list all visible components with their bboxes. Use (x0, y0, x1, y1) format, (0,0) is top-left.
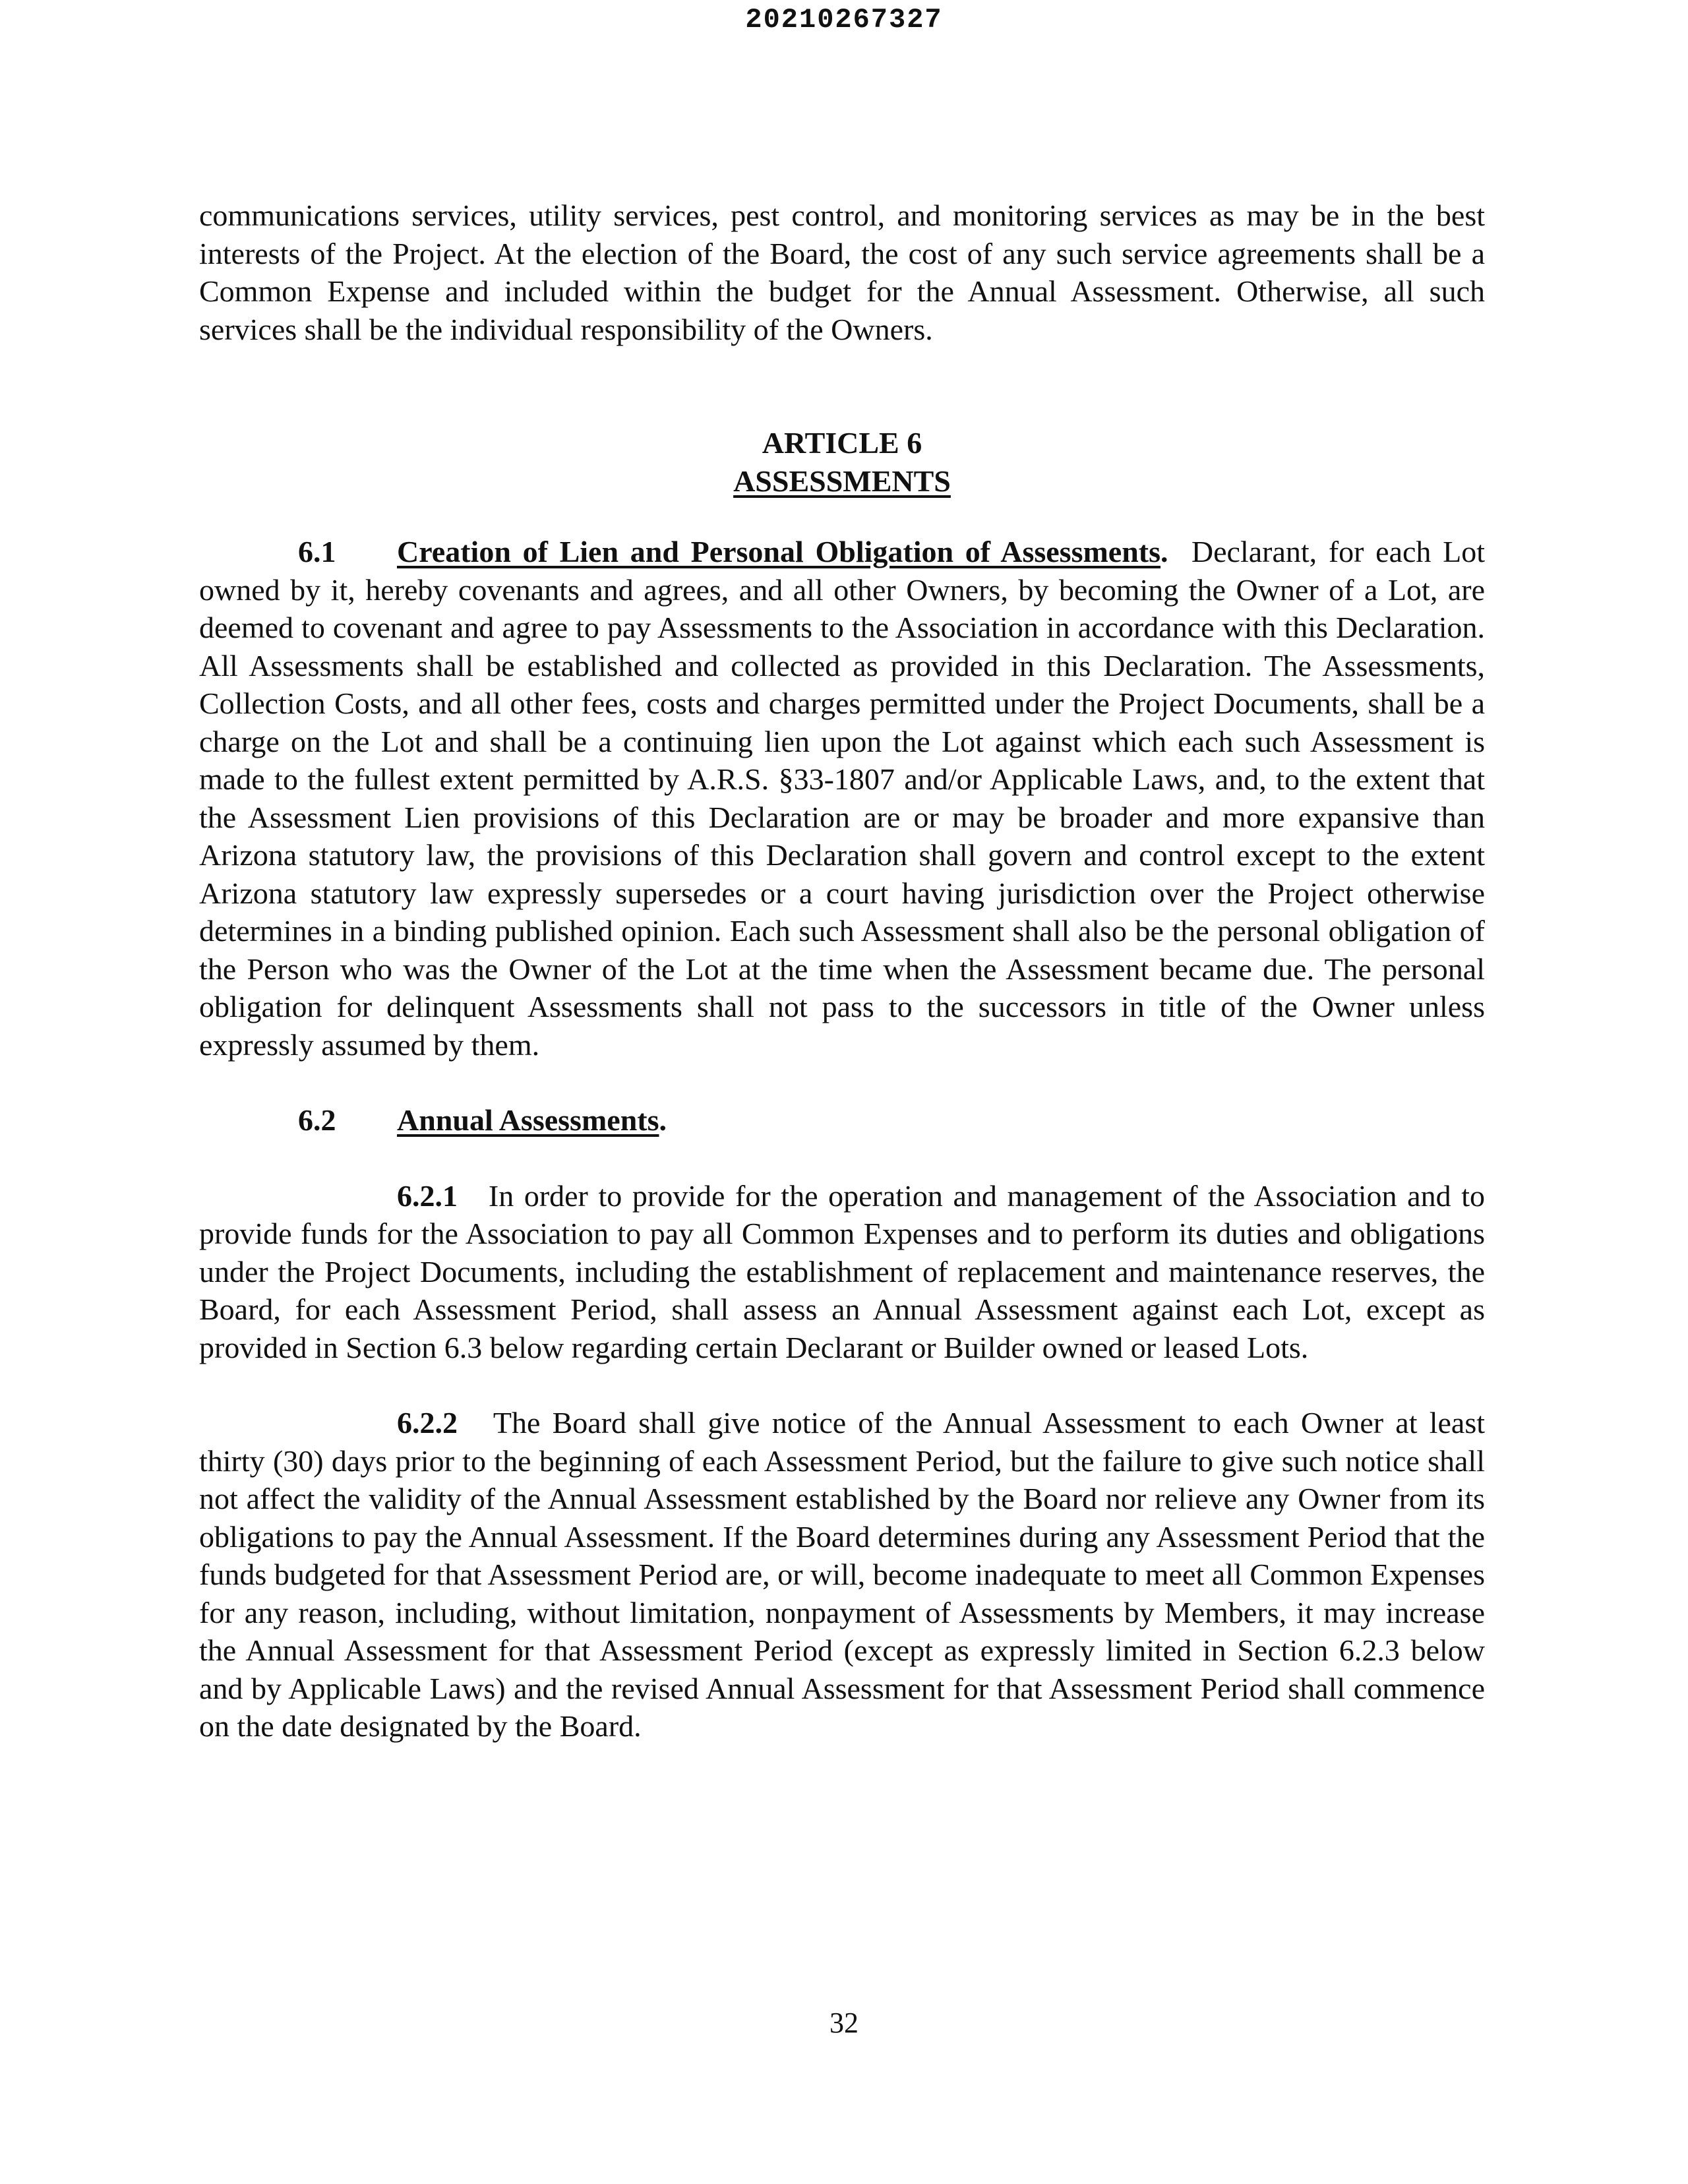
document-body (199, 197, 1485, 1745)
section-6-2-1-number: 6.2.1 (397, 1178, 458, 1213)
spacer (199, 1064, 1485, 1101)
section-6-2-2-body: The Board shall give notice of the Annual Assessment to each Owner at least thirty (30) days prior to the beginning of each Assessment Period, but the failure to give such notice shall not affect the validity of the Annual Assessment established by the Board nor relieve any Owner from its obligations to pay the Annual Assessment. If the Board determines during any Assessment Period that the funds budgeted for that Assessment Period are, or will, become inadequate to meet all Common Expenses for any reason, including, without limitation, nonpayment of Assessments by Members, it may increase the Annual Assessment for that Assessment Period (except as expressly limited in Section 6.2.3 below and by Applicable Laws) and the revised Annual Assessment for that Assessment Period shall commence on the date designated by the Board. (199, 1406, 1485, 1743)
spacer (199, 1139, 1485, 1177)
section-6-2-1-body: In order to provide for the operation and management of the Association and to provide funds for the Association to pay all Common Expenses and to perform its duties and obligations under the Project Documents, including the establishment of replacement and maintenance reserves, the Board, for each Assessment Period, shall assess an Annual Assessment against each Lot, except as provided in Section 6.3 below regarding certain Declarant or Builder owned or leased Lots. (199, 1178, 1485, 1364)
section-6-2 (199, 1101, 1485, 1139)
section-6-1-title: Creation of Lien and Personal Obligation of Assessments (397, 535, 1161, 568)
section-6-2-period: . (659, 1103, 667, 1137)
spacer (199, 500, 1485, 533)
article-title-text: ASSESSMENTS (733, 464, 951, 498)
section-6-1-body: Declarant, for each Lot owned by it, hereby covenants and agrees, and all other Owners, by becoming the Owner of a Lot, are deemed to covenant and agree to pay Assessments to the Association in accordance with this Declaration. All Assessments shall be established and collected as provided in this Declaration. The Assessments, Collection Costs, and all other fees, costs and charges permitted under the Project Documents, shall be a charge on the Lot and shall be a continuing lien upon the Lot against which each such Assessment is made to the fullest extent permitted by A.R.S. §33-1807 and/or Applicable Laws, and, to the extent that the Assessment Lien provisions of this Declaration are or may be broader and more expansive than Arizona statutory law, the provisions of this Declaration shall govern and control except to the extent Arizona statutory law expressly supersedes or a court having jurisdiction over the Project otherwise determines in a binding published opinion. Each such Assessment shall also be the personal obligation of the Person who was the Owner of the Lot at the time when the Assessment became due. The personal obligation for delinquent Assessments shall not pass to the successors in title of the Owner unless expressly assumed by them. (199, 535, 1485, 1062)
spacer (199, 1366, 1485, 1404)
recording-number: 20210267327 (745, 4, 943, 36)
spacer (199, 348, 1485, 424)
section-6-2-number: 6.2 (298, 1103, 336, 1137)
article-number: ARTICLE 6 (762, 426, 922, 460)
section-6-2-2-number: 6.2.2 (397, 1406, 458, 1440)
section-6-1 (199, 533, 1485, 1064)
page-number: 32 (829, 2007, 859, 2039)
section-6-2-2 (199, 1404, 1485, 1745)
section-6-1-period: . (1160, 535, 1168, 568)
section-6-2-title: Annual Assessments (397, 1103, 659, 1137)
intro-paragraph: communications services, utility services, pest control, and monitoring services as may be in the best interests of the Project. At the election of the Board, the cost of any such service agreements shall be a Common Expense and included within the budget for the Annual Assessment. Otherwise, all such services shall be the individual responsibility of the Owners. (199, 198, 1485, 346)
article-title (199, 462, 1485, 501)
section-6-2-1 (199, 1177, 1485, 1367)
section-6-1-number: 6.1 (298, 535, 336, 568)
